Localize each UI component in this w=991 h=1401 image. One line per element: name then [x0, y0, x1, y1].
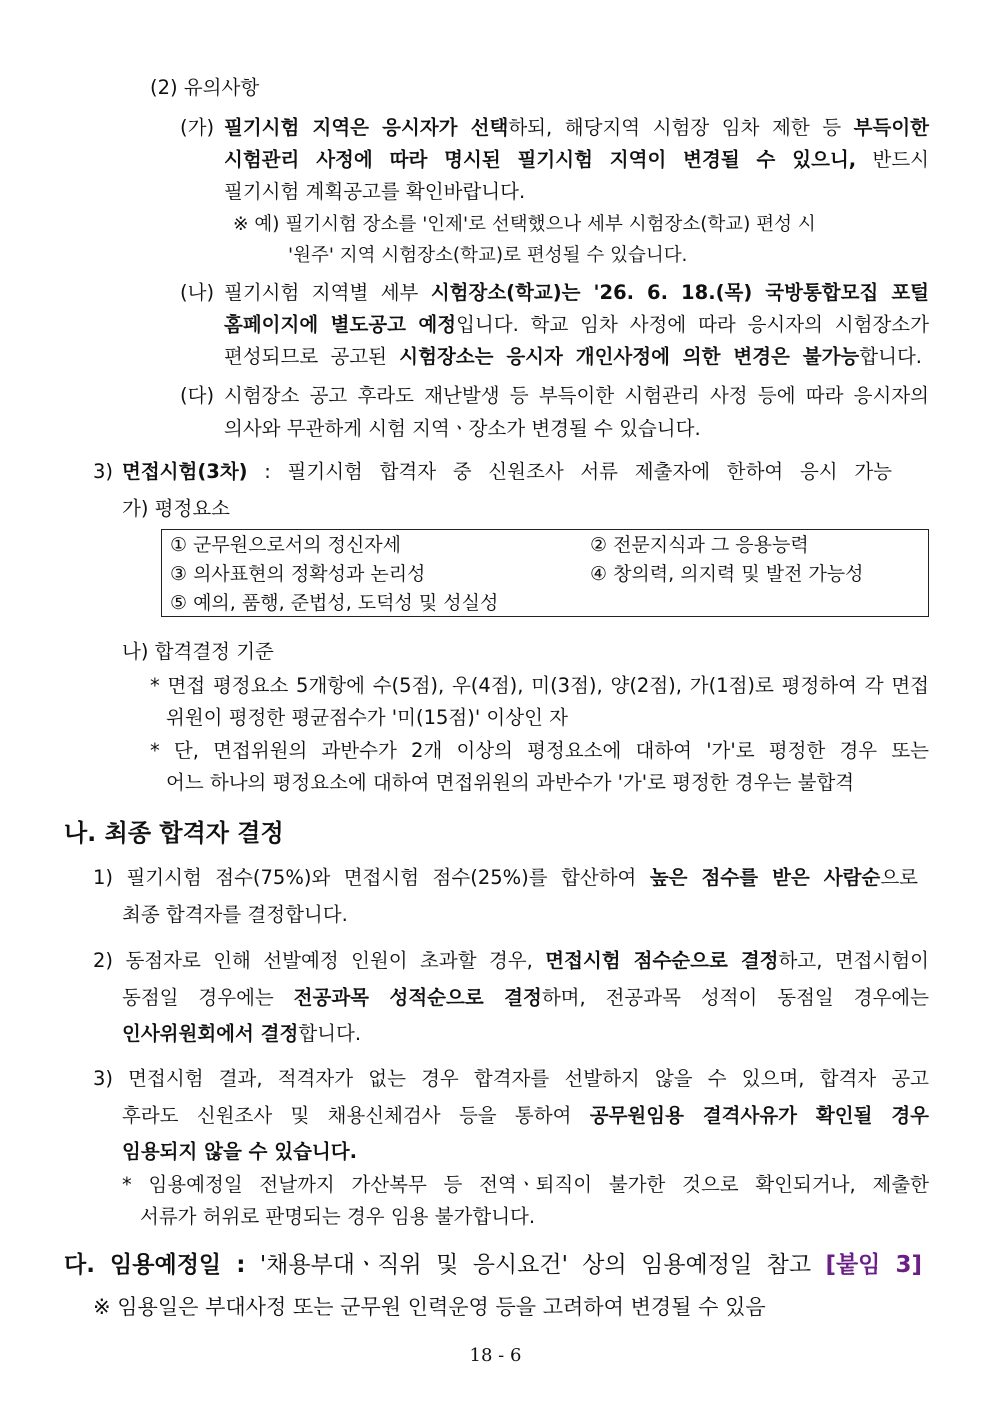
final-item-3-note-1: * 임용예정일 전날까지 가산복무 등 전역ㆍ퇴직이 불가한 것으로 확인되거나, 제출한: [122, 1173, 929, 1196]
final-i1-emph: 높은 점수를 받은 사람순: [649, 866, 881, 889]
na-line-1: [224, 281, 929, 305]
final-i1-text-1: 1) 필기시험 점수(75%)와 면접시험 점수(25%)를 합산하여: [93, 866, 650, 889]
final-i2-text-2: 하고, 면접시험이: [778, 949, 929, 972]
appointment-heading: [64, 1250, 922, 1280]
appointment-attachment-ref: [붙임 3]: [825, 1252, 922, 1278]
criterion-2: ② 전문지식과 그 응용능력: [590, 534, 809, 556]
item-label-ga: (가): [180, 116, 215, 139]
ga-text-2: 반드시: [856, 148, 930, 171]
ga-text-1: 하되, 해당지역 시험장 임차 제한 등: [508, 116, 854, 139]
pass-bullet-1-line-1: * 면접 평정요소 5개항에 수(5점), 우(4점), 미(3점), 양(2점), 가(1점)로 평정하여 각 면접: [150, 674, 929, 697]
na-text-2: 입니다. 학교 임차 사정에 따라 응시자의 시험장소가: [456, 313, 929, 336]
final-item-2-line-1: [93, 949, 929, 973]
final-item-2-line-2: [122, 986, 929, 1010]
pass-criteria-title: 나) 합격결정 기준: [122, 640, 274, 663]
ga-emph-2: 부득이한: [853, 116, 929, 139]
interview-num: 3): [93, 460, 114, 483]
item-label-na: (나): [180, 281, 215, 304]
final-item-2-line-3: [122, 1022, 361, 1046]
final-item-1-line-1: [93, 866, 918, 890]
da-line-2: 의사와 무관하게 시험 지역ㆍ장소가 변경될 수 있습니다.: [224, 417, 701, 440]
final-i3-emph-2: 임용되지 않을 수 있습니다.: [122, 1140, 357, 1163]
final-i3-emph-1: 공무원임용 결격사유가 확인될 경우: [589, 1104, 929, 1127]
final-i2-emph-1: 면접시험 점수순으로 결정: [545, 949, 779, 972]
interview-title-rest: : 필기시험 합격자 중 신원조사 서류 제출자에 한하여 응시 가능: [247, 460, 892, 483]
final-i2-text-1: 2) 동점자로 인해 선발예정 인원이 초과할 경우,: [93, 949, 546, 972]
final-item-3-line-2: [122, 1104, 929, 1128]
criterion-3: ③ 의사표현의 정확성과 논리성: [170, 563, 426, 585]
criterion-5: ⑤ 예의, 품행, 준법성, 도덕성 및 성실성: [170, 592, 499, 614]
final-i1-text-2: 으로: [880, 866, 918, 889]
final-i2-emph-2: 전공과목 성적순으로 결정: [293, 986, 542, 1009]
ga-note-2: '원주' 지역 시험장소(학교)로 편성될 수 있습니다.: [288, 245, 688, 266]
na-text-1: 필기시험 지역별 세부: [224, 281, 431, 304]
ga-emph-3: 시험관리 사정에 따라 명시된 필기시험 지역이 변경될 수 있으니,: [224, 148, 857, 171]
interview-title-bold: 면접시험(3차): [122, 460, 248, 483]
page-number: 18 - 6: [469, 1345, 522, 1366]
criteria-title: 가) 평정요소: [122, 497, 230, 520]
criterion-1: ① 군무원으로서의 정신자세: [170, 534, 402, 556]
criteria-box: [161, 529, 929, 617]
na-text-4: 합니다.: [859, 345, 922, 368]
final-i2-text-3: 동점일 경우에는: [122, 986, 294, 1009]
final-item-3-note-2: 서류가 허위로 판명되는 경우 임용 불가합니다.: [140, 1205, 536, 1228]
pass-bullet-2-line-1: * 단, 면접위원의 과반수가 2개 이상의 평정요소에 대하여 '가'로 평정한 경우 또는: [150, 739, 929, 762]
na-emph-3: 시험장소는 응시자 개인사정에 의한 변경은 불가능: [399, 345, 860, 368]
final-item-3-line-3: [122, 1140, 357, 1164]
final-i2-text-5: 합니다.: [298, 1022, 362, 1045]
appointment-heading-rest: '채용부대ㆍ직위 및 응시요건' 상의 임용예정일 참고: [245, 1252, 826, 1278]
na-emph-2: 홈페이지에 별도공고 예정: [224, 313, 457, 336]
final-heading: 나. 최종 합격자 결정: [64, 819, 284, 847]
na-line-3: [224, 345, 922, 369]
subsection-title: (2) 유의사항: [150, 76, 260, 99]
na-text-3: 편성되므로 공고된: [224, 345, 400, 368]
ga-note-1: ※ 예) 필기시험 장소를 '인제'로 선택했으나 세부 시험장소(학교) 편성 시: [233, 214, 816, 235]
appointment-heading-bold: 다. 임용예정일 :: [64, 1252, 246, 1278]
criterion-4: ④ 창의력, 의지력 및 발전 가능성: [590, 563, 864, 585]
appointment-note: ※ 임용일은 부대사정 또는 군무원 인력운영 등을 고려하여 변경될 수 있음: [93, 1295, 766, 1319]
na-emph-1: 시험장소(학교)는 '26. 6. 18.(목) 국방통합모집 포털: [430, 281, 929, 304]
final-item-1-line-2: 최종 합격자를 결정합니다.: [122, 903, 348, 926]
final-i2-emph-3: 인사위원회에서 결정: [122, 1022, 299, 1045]
da-line-1: 시험장소 공고 후라도 재난발생 등 부득이한 시험관리 사정 등에 따라 응시자의: [224, 384, 929, 407]
ga-emph-1: 필기시험 지역은 응시자가 선택: [224, 116, 509, 139]
ga-line-1: [224, 116, 929, 140]
pass-bullet-1-line-2: 위원이 평정한 평균점수가 '미(15점)' 이상인 자: [166, 706, 568, 729]
interview-title: [122, 460, 892, 484]
ga-line-2: [224, 148, 929, 172]
item-label-da: (다): [180, 384, 215, 407]
final-item-3-line-1: 3) 면접시험 결과, 적격자가 없는 경우 합격자를 선발하지 않을 수 있으며, 합격자 공고: [93, 1067, 929, 1090]
na-line-2: [224, 313, 929, 337]
pass-bullet-2-line-2: 어느 하나의 평정요소에 대하여 면접위원의 과반수가 '가'로 평정한 경우는 불합격: [166, 771, 855, 794]
final-i2-text-4: 하며, 전공과목 성적이 동점일 경우에는: [541, 986, 929, 1009]
ga-line-3: 필기시험 계획공고를 확인바랍니다.: [224, 180, 526, 203]
final-i3-text-1: 후라도 신원조사 및 채용신체검사 등을 통하여: [122, 1104, 590, 1127]
